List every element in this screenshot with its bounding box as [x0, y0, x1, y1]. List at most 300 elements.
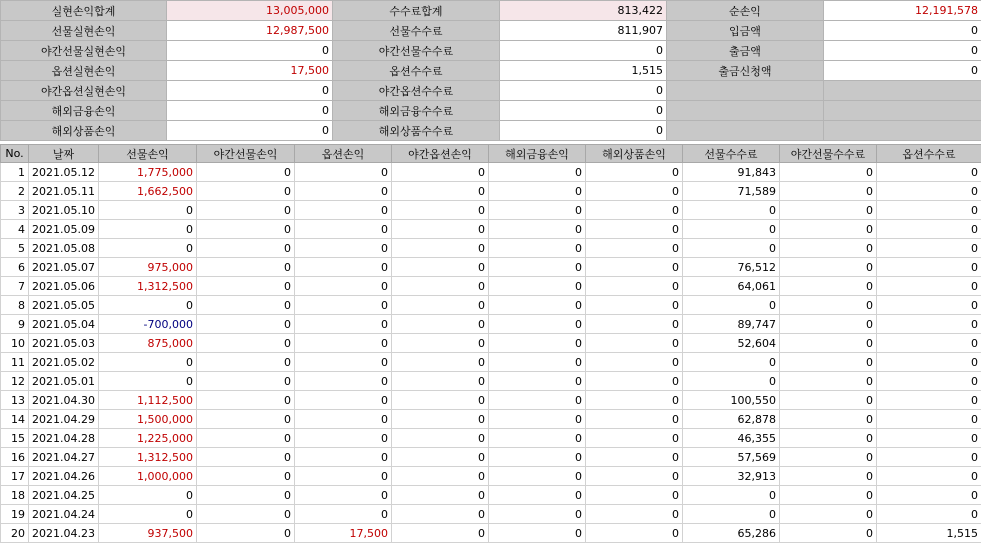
- table-cell: 0: [295, 201, 392, 220]
- table-cell: 0: [197, 315, 295, 334]
- table-cell: 0: [99, 220, 197, 239]
- table-cell: 52,604: [683, 334, 780, 353]
- table-cell: 0: [780, 296, 877, 315]
- table-cell: 5: [1, 239, 29, 258]
- summary-row: [1, 61, 981, 81]
- summary-value: 0: [500, 81, 667, 101]
- table-cell: 0: [586, 258, 683, 277]
- table-cell: 57,569: [683, 448, 780, 467]
- table-cell: 0: [780, 467, 877, 486]
- table-cell: 0: [586, 505, 683, 524]
- summary-label: 옵션수수료: [333, 61, 500, 81]
- table-cell: 0: [586, 410, 683, 429]
- table-cell: 0: [586, 220, 683, 239]
- summary-value: 0: [167, 101, 333, 121]
- table-cell: 0: [586, 315, 683, 334]
- table-cell: 0: [780, 486, 877, 505]
- table-cell: 0: [197, 182, 295, 201]
- table-cell: 0: [877, 201, 981, 220]
- table-cell: 0: [683, 220, 780, 239]
- table-cell: 0: [392, 505, 489, 524]
- summary-label: 실현손익합계: [1, 1, 167, 21]
- summary-value: 0: [824, 41, 981, 61]
- column-header[interactable]: 선물손익: [99, 145, 197, 163]
- table-cell: 2021.05.10: [29, 201, 99, 220]
- table-cell: 89,747: [683, 315, 780, 334]
- table-cell: 0: [489, 372, 586, 391]
- table-cell: 0: [197, 258, 295, 277]
- table-row[interactable]: [1, 334, 981, 353]
- table-row[interactable]: [1, 239, 981, 258]
- summary-value: 17,500: [167, 61, 333, 81]
- summary-empty-cell: [824, 121, 981, 141]
- table-cell: 0: [197, 334, 295, 353]
- table-cell: 4: [1, 220, 29, 239]
- summary-label: 옵션실현손익: [1, 61, 167, 81]
- table-row[interactable]: [1, 429, 981, 448]
- table-cell: 2021.05.06: [29, 277, 99, 296]
- table-cell: 7: [1, 277, 29, 296]
- table-row[interactable]: [1, 410, 981, 429]
- table-cell: 0: [489, 182, 586, 201]
- table-cell: 6: [1, 258, 29, 277]
- table-cell: 1,515: [877, 524, 981, 543]
- column-header[interactable]: 선물수수료: [683, 145, 780, 163]
- table-cell: 10: [1, 334, 29, 353]
- table-cell: 0: [392, 467, 489, 486]
- table-cell: 2021.04.30: [29, 391, 99, 410]
- summary-label: 해외금융손익: [1, 101, 167, 121]
- table-cell: 9: [1, 315, 29, 334]
- table-cell: 0: [586, 182, 683, 201]
- table-cell: 0: [780, 429, 877, 448]
- table-cell: 0: [586, 239, 683, 258]
- table-cell: 17,500: [295, 524, 392, 543]
- table-cell: 875,000: [99, 334, 197, 353]
- table-cell: 0: [295, 448, 392, 467]
- table-cell: 2021.04.27: [29, 448, 99, 467]
- table-cell: 0: [295, 372, 392, 391]
- summary-value: 0: [500, 101, 667, 121]
- table-cell: 0: [780, 258, 877, 277]
- table-cell: 0: [489, 201, 586, 220]
- table-cell: 0: [877, 220, 981, 239]
- table-cell: 71,589: [683, 182, 780, 201]
- table-cell: 0: [877, 372, 981, 391]
- table-cell: 0: [877, 353, 981, 372]
- summary-label: 출금액: [667, 41, 824, 61]
- table-cell: 0: [489, 296, 586, 315]
- table-cell: 13: [1, 391, 29, 410]
- table-cell: 0: [489, 524, 586, 543]
- table-row[interactable]: [1, 505, 981, 524]
- table-cell: 0: [295, 258, 392, 277]
- table-cell: 2021.05.05: [29, 296, 99, 315]
- summary-label: 선물수수료: [333, 21, 500, 41]
- summary-label: 야간옵션실현손익: [1, 81, 167, 101]
- table-cell: 46,355: [683, 429, 780, 448]
- table-cell: 0: [877, 391, 981, 410]
- table-cell: 0: [295, 277, 392, 296]
- table-cell: 0: [99, 239, 197, 258]
- summary-label: 해외상품수수료: [333, 121, 500, 141]
- table-cell: 0: [99, 505, 197, 524]
- table-cell: 0: [780, 448, 877, 467]
- column-header[interactable]: 날짜: [29, 145, 99, 163]
- table-cell: 0: [780, 372, 877, 391]
- table-cell: 8: [1, 296, 29, 315]
- table-cell: 3: [1, 201, 29, 220]
- summary-table: [0, 0, 981, 141]
- summary-label: 순손익: [667, 1, 824, 21]
- table-cell: 1,662,500: [99, 182, 197, 201]
- table-cell: 0: [197, 372, 295, 391]
- summary-value: 12,191,578: [824, 1, 981, 21]
- table-cell: 0: [295, 467, 392, 486]
- table-cell: 0: [197, 239, 295, 258]
- table-cell: 0: [586, 391, 683, 410]
- summary-value: 0: [167, 121, 333, 141]
- table-cell: 2021.05.02: [29, 353, 99, 372]
- table-cell: 0: [586, 163, 683, 182]
- table-row[interactable]: [1, 220, 981, 239]
- table-cell: 937,500: [99, 524, 197, 543]
- table-cell: 11: [1, 353, 29, 372]
- table-cell: 0: [392, 486, 489, 505]
- table-cell: 0: [780, 334, 877, 353]
- table-row[interactable]: [1, 201, 981, 220]
- table-cell: 2021.04.28: [29, 429, 99, 448]
- summary-value: 12,987,500: [167, 21, 333, 41]
- table-cell: 18: [1, 486, 29, 505]
- table-cell: 0: [780, 410, 877, 429]
- table-row[interactable]: [1, 467, 981, 486]
- table-cell: 0: [877, 277, 981, 296]
- table-cell: 0: [877, 448, 981, 467]
- table-cell: 2021.05.03: [29, 334, 99, 353]
- table-row[interactable]: [1, 448, 981, 467]
- table-cell: 0: [392, 524, 489, 543]
- table-cell: 0: [197, 391, 295, 410]
- table-cell: 65,286: [683, 524, 780, 543]
- table-cell: 0: [780, 391, 877, 410]
- table-cell: 0: [877, 296, 981, 315]
- table-cell: 0: [197, 410, 295, 429]
- table-cell: 0: [780, 277, 877, 296]
- summary-value: 0: [500, 41, 667, 61]
- table-cell: 0: [489, 505, 586, 524]
- summary-row: [1, 121, 981, 141]
- table-cell: 0: [197, 467, 295, 486]
- table-cell: 0: [295, 239, 392, 258]
- column-header[interactable]: 해외상품손익: [586, 145, 683, 163]
- table-cell: 0: [780, 239, 877, 258]
- table-cell: 0: [392, 315, 489, 334]
- table-cell: 0: [877, 315, 981, 334]
- table-cell: 0: [392, 239, 489, 258]
- table-cell: 0: [683, 201, 780, 220]
- table-cell: 0: [295, 429, 392, 448]
- summary-label: 입금액: [667, 21, 824, 41]
- table-cell: 0: [197, 163, 295, 182]
- table-cell: 0: [877, 429, 981, 448]
- table-cell: 0: [586, 277, 683, 296]
- summary-row: [1, 41, 981, 61]
- summary-empty-cell: [824, 81, 981, 101]
- table-cell: 0: [295, 315, 392, 334]
- table-row[interactable]: [1, 258, 981, 277]
- summary-value: 1,515: [500, 61, 667, 81]
- summary-label: 수수료합계: [333, 1, 500, 21]
- table-cell: 0: [489, 448, 586, 467]
- table-cell: 0: [295, 163, 392, 182]
- table-cell: 0: [295, 505, 392, 524]
- summary-row: [1, 81, 981, 101]
- table-cell: 0: [392, 201, 489, 220]
- table-cell: 64,061: [683, 277, 780, 296]
- table-cell: 0: [877, 239, 981, 258]
- table-cell: 0: [99, 372, 197, 391]
- summary-value: 0: [167, 81, 333, 101]
- table-cell: 2: [1, 182, 29, 201]
- table-cell: 0: [780, 353, 877, 372]
- column-header[interactable]: 해외금융손익: [489, 145, 586, 163]
- summary-empty-cell: [667, 121, 824, 141]
- table-row[interactable]: [1, 391, 981, 410]
- table-cell: 0: [197, 505, 295, 524]
- summary-value: 13,005,000: [167, 1, 333, 21]
- table-cell: 0: [877, 410, 981, 429]
- table-cell: 15: [1, 429, 29, 448]
- column-header[interactable]: No.: [1, 145, 29, 163]
- table-cell: 1,775,000: [99, 163, 197, 182]
- summary-value: 0: [824, 61, 981, 81]
- table-cell: 0: [780, 220, 877, 239]
- table-cell: 16: [1, 448, 29, 467]
- column-header[interactable]: 옵션손익: [295, 145, 392, 163]
- table-cell: 0: [295, 353, 392, 372]
- table-cell: 1,112,500: [99, 391, 197, 410]
- summary-row: [1, 1, 981, 21]
- table-cell: 0: [392, 277, 489, 296]
- table-cell: 0: [197, 201, 295, 220]
- summary-value: 813,422: [500, 1, 667, 21]
- summary-value: 811,907: [500, 21, 667, 41]
- table-cell: 2021.04.26: [29, 467, 99, 486]
- column-header[interactable]: 야간선물수수료: [780, 145, 877, 163]
- table-cell: 0: [586, 372, 683, 391]
- summary-value: 0: [824, 21, 981, 41]
- table-cell: 0: [489, 239, 586, 258]
- table-cell: 2021.05.04: [29, 315, 99, 334]
- daily-pnl-table: [0, 144, 981, 543]
- table-cell: 0: [683, 486, 780, 505]
- table-cell: 19: [1, 505, 29, 524]
- table-cell: 1,225,000: [99, 429, 197, 448]
- summary-label: 야간선물실현손익: [1, 41, 167, 61]
- table-cell: 0: [99, 353, 197, 372]
- table-cell: 0: [197, 353, 295, 372]
- table-cell: 0: [295, 410, 392, 429]
- table-cell: 0: [197, 429, 295, 448]
- table-cell: 32,913: [683, 467, 780, 486]
- table-cell: 0: [99, 486, 197, 505]
- table-cell: 0: [392, 220, 489, 239]
- table-cell: 2021.05.09: [29, 220, 99, 239]
- table-cell: 100,550: [683, 391, 780, 410]
- table-row[interactable]: [1, 486, 981, 505]
- table-cell: 0: [683, 505, 780, 524]
- table-cell: 0: [586, 486, 683, 505]
- table-cell: 0: [877, 258, 981, 277]
- table-cell: 91,843: [683, 163, 780, 182]
- table-cell: 0: [489, 410, 586, 429]
- table-cell: 0: [295, 220, 392, 239]
- table-cell: 2021.04.25: [29, 486, 99, 505]
- summary-empty-cell: [667, 101, 824, 121]
- summary-empty-cell: [667, 81, 824, 101]
- table-cell: 0: [683, 353, 780, 372]
- table-cell: 14: [1, 410, 29, 429]
- table-cell: 0: [489, 429, 586, 448]
- table-cell: 0: [392, 182, 489, 201]
- table-cell: 1,312,500: [99, 277, 197, 296]
- table-cell: 1,312,500: [99, 448, 197, 467]
- table-cell: 0: [489, 486, 586, 505]
- table-row[interactable]: [1, 277, 981, 296]
- table-cell: 0: [489, 391, 586, 410]
- table-cell: 0: [392, 372, 489, 391]
- table-row[interactable]: [1, 524, 981, 543]
- table-cell: 0: [877, 467, 981, 486]
- summary-empty-cell: [824, 101, 981, 121]
- summary-label: 야간선물수수료: [333, 41, 500, 61]
- column-header[interactable]: 야간선물손익: [197, 145, 295, 163]
- table-cell: 0: [295, 182, 392, 201]
- summary-label: 선물실현손익: [1, 21, 167, 41]
- summary-value: 0: [167, 41, 333, 61]
- table-cell: 2021.05.01: [29, 372, 99, 391]
- table-cell: 0: [586, 467, 683, 486]
- table-cell: 0: [780, 201, 877, 220]
- table-cell: 2021.05.12: [29, 163, 99, 182]
- table-cell: 0: [99, 201, 197, 220]
- table-cell: 0: [489, 220, 586, 239]
- table-cell: 2021.05.11: [29, 182, 99, 201]
- table-row[interactable]: [1, 182, 981, 201]
- table-cell: 0: [780, 315, 877, 334]
- table-cell: 0: [877, 486, 981, 505]
- table-cell: 76,512: [683, 258, 780, 277]
- table-cell: 0: [392, 410, 489, 429]
- table-cell: 0: [392, 448, 489, 467]
- table-cell: 0: [295, 391, 392, 410]
- table-row[interactable]: [1, 372, 981, 391]
- table-row[interactable]: [1, 163, 981, 182]
- table-cell: 1: [1, 163, 29, 182]
- table-cell: 0: [586, 201, 683, 220]
- table-cell: 0: [586, 334, 683, 353]
- table-cell: 0: [489, 258, 586, 277]
- table-cell: 0: [392, 391, 489, 410]
- table-cell: 1,500,000: [99, 410, 197, 429]
- table-cell: 17: [1, 467, 29, 486]
- table-cell: 0: [295, 486, 392, 505]
- table-row[interactable]: [1, 353, 981, 372]
- table-cell: 0: [877, 334, 981, 353]
- table-cell: 0: [586, 448, 683, 467]
- table-cell: 0: [197, 486, 295, 505]
- summary-label: 출금신청액: [667, 61, 824, 81]
- table-cell: 0: [683, 372, 780, 391]
- table-cell: 0: [877, 182, 981, 201]
- table-cell: 0: [780, 182, 877, 201]
- table-cell: 0: [683, 239, 780, 258]
- table-cell: 0: [489, 163, 586, 182]
- table-cell: 0: [392, 296, 489, 315]
- summary-row: [1, 101, 981, 121]
- column-header[interactable]: 야간옵션손익: [392, 145, 489, 163]
- table-cell: 0: [392, 163, 489, 182]
- table-cell: 0: [780, 505, 877, 524]
- summary-label: 해외상품손익: [1, 121, 167, 141]
- table-cell: 0: [392, 334, 489, 353]
- table-cell: 0: [877, 505, 981, 524]
- table-cell: 12: [1, 372, 29, 391]
- summary-value: 0: [500, 121, 667, 141]
- summary-label: 야간옵션수수료: [333, 81, 500, 101]
- table-cell: 0: [99, 296, 197, 315]
- table-cell: 0: [780, 163, 877, 182]
- table-cell: 0: [392, 258, 489, 277]
- table-cell: 0: [197, 296, 295, 315]
- table-cell: 0: [489, 277, 586, 296]
- table-row[interactable]: [1, 315, 981, 334]
- table-cell: 0: [586, 296, 683, 315]
- table-cell: 0: [392, 429, 489, 448]
- summary-row: [1, 21, 981, 41]
- table-cell: 0: [197, 524, 295, 543]
- table-cell: 2021.04.29: [29, 410, 99, 429]
- table-cell: 0: [683, 296, 780, 315]
- table-cell: 0: [489, 334, 586, 353]
- table-row[interactable]: [1, 296, 981, 315]
- table-cell: 0: [197, 220, 295, 239]
- table-cell: 2021.04.23: [29, 524, 99, 543]
- table-header-row: [1, 145, 981, 163]
- table-cell: 0: [586, 429, 683, 448]
- table-cell: 0: [392, 353, 489, 372]
- summary-label: 해외금융수수료: [333, 101, 500, 121]
- table-cell: 0: [586, 353, 683, 372]
- table-cell: 0: [295, 334, 392, 353]
- table-cell: 0: [197, 277, 295, 296]
- table-cell: 20: [1, 524, 29, 543]
- table-cell: 0: [877, 163, 981, 182]
- table-cell: 0: [295, 296, 392, 315]
- table-cell: 0: [197, 448, 295, 467]
- table-cell: 2021.04.24: [29, 505, 99, 524]
- table-cell: 0: [489, 353, 586, 372]
- table-cell: 0: [586, 524, 683, 543]
- table-cell: 2021.05.07: [29, 258, 99, 277]
- table-cell: 62,878: [683, 410, 780, 429]
- table-cell: 0: [780, 524, 877, 543]
- table-cell: 2021.05.08: [29, 239, 99, 258]
- table-cell: 975,000: [99, 258, 197, 277]
- column-header[interactable]: 옵션수수료: [877, 145, 981, 163]
- table-cell: 0: [489, 467, 586, 486]
